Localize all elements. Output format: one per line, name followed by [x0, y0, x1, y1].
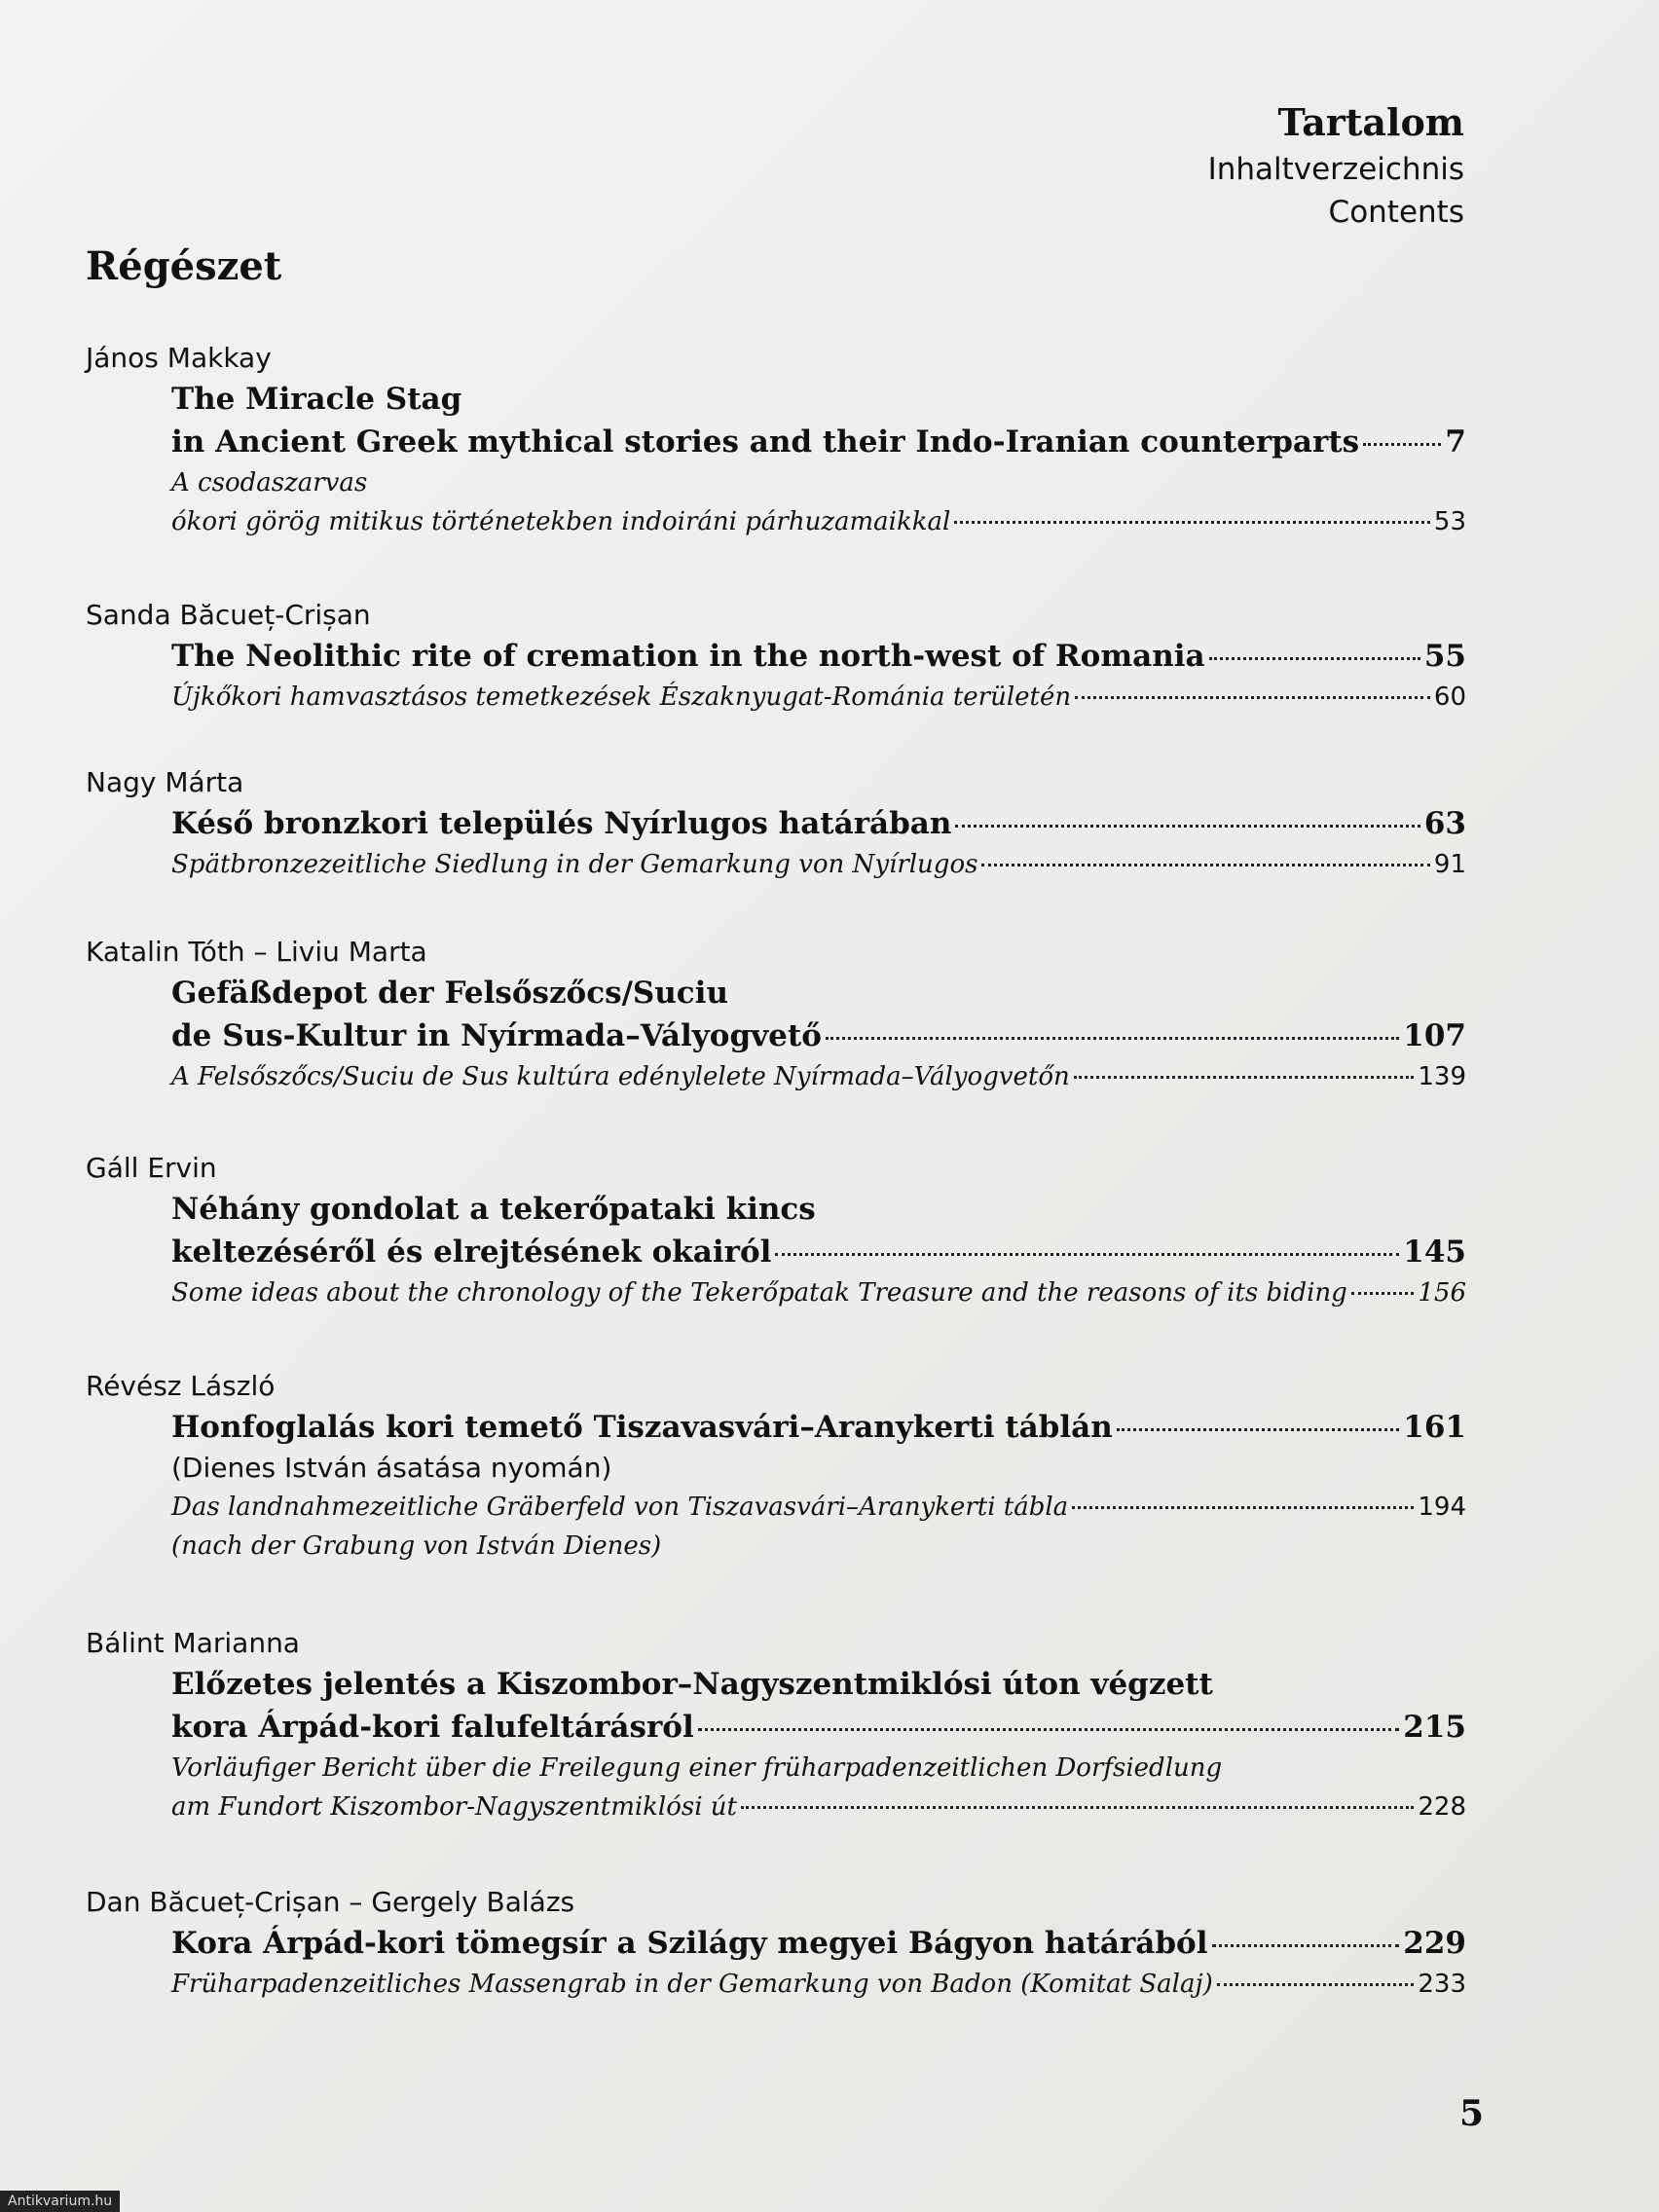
toc-entry	[86, 596, 1466, 717]
page-ref: 229	[1403, 1926, 1466, 1961]
entry-title: kora Árpád-kori falufeltárásról	[171, 1710, 694, 1745]
entry-translation: Újkőkori hamvasztásos temetkezések Északnyugat-Románia területén	[171, 682, 1072, 712]
entry-title: Késő bronzkori település Nyírlugos határában	[171, 806, 952, 841]
dot-leader	[1209, 657, 1420, 660]
entry-title-line	[171, 1922, 1466, 1965]
toc-title: Tartalom	[1277, 100, 1464, 144]
section-title: Régészet	[86, 243, 282, 289]
entry-title: Előzetes jelentés a Kiszombor–Nagyszentmiklósi úton végzett	[171, 1667, 1213, 1702]
entry-title-line	[171, 421, 1466, 463]
page-ref: 194	[1418, 1493, 1466, 1522]
page-ref: 161	[1403, 1410, 1466, 1445]
toc-entry	[86, 763, 1466, 884]
toc-entry	[86, 1149, 1466, 1312]
entry-author: János Makkay	[86, 342, 272, 374]
entry-translation-line	[171, 1788, 1466, 1826]
entry-translation: A csodaszarvas	[171, 468, 368, 498]
toc-entry	[86, 933, 1466, 1096]
entry-translation: am Fundort Kiszombor-Nagyszentmiklósi út	[171, 1792, 738, 1822]
entry-translation-line	[171, 678, 1466, 717]
page-ref: 156	[1418, 1278, 1466, 1308]
entry-translation: Früharpadenzeitliches Massengrab in der Gemarkung von Badon (Komitat Salaj)	[171, 1970, 1213, 1999]
entry-translation-line	[171, 1057, 1466, 1096]
page-ref: 215	[1403, 1710, 1466, 1745]
dot-leader	[1075, 696, 1430, 699]
entry-translation: ókori görög mitikus történetekben indoiráni párhuzamaikkal	[171, 507, 951, 536]
page-ref: 55	[1423, 639, 1466, 674]
entry-title: keltezéséről és elrejtésének okairól	[171, 1235, 772, 1270]
page-number: 5	[1458, 2093, 1484, 2134]
page-ref: 91	[1433, 850, 1466, 879]
dot-leader	[1351, 1292, 1415, 1295]
toc-entry	[86, 339, 1466, 541]
dot-leader	[1217, 1983, 1415, 1986]
entry-translation-line	[171, 502, 1466, 541]
entry-author: Bálint Marianna	[86, 1627, 300, 1659]
entry-translation-subtitle: (nach der Grabung von István Dienes)	[171, 1531, 662, 1561]
entry-author: Sanda Băcueț-Crișan	[86, 599, 371, 631]
entry-title: Néhány gondolat a tekerőpataki kincs	[171, 1192, 816, 1227]
entry-title-line	[171, 802, 1466, 845]
page-ref: 60	[1433, 682, 1466, 712]
entry-translation: Vorläufiger Bericht über die Freilegung einer früharpadenzeitlichen Dorfsiedlung	[171, 1753, 1223, 1783]
page-ref: 63	[1423, 806, 1466, 841]
dot-leader	[741, 1806, 1414, 1809]
page-ref: 7	[1445, 424, 1466, 460]
dot-leader	[1117, 1428, 1400, 1431]
dot-leader	[954, 521, 1430, 524]
toc-header	[1208, 97, 1464, 234]
entry-subtitle: (Dienes István ásatása nyomán)	[171, 1452, 612, 1484]
dot-leader	[1363, 443, 1441, 446]
entry-title-line	[171, 1706, 1466, 1749]
entry-title-line	[171, 1406, 1466, 1449]
entry-title-line	[171, 1231, 1466, 1273]
entry-translation-line	[171, 845, 1466, 884]
entry-title: Kora Árpád-kori tömegsír a Szilágy megyei Bágyon határából	[171, 1926, 1208, 1961]
page-ref: 107	[1403, 1018, 1466, 1053]
entry-author: Dan Băcueț-Crișan – Gergely Balázs	[86, 1886, 575, 1918]
entry-title: Honfoglalás kori temető Tiszavasvári–Aranykerti táblán	[171, 1410, 1113, 1445]
entry-title-line	[171, 635, 1466, 678]
page-ref: 228	[1418, 1792, 1466, 1822]
entry-title-line	[171, 1014, 1466, 1057]
entry-translation-line	[171, 1965, 1466, 2004]
entry-title: Gefäßdepot der Felsőszőcs/Suciu	[171, 976, 729, 1011]
toc-entry	[86, 1883, 1466, 2004]
dot-leader	[1074, 1076, 1415, 1079]
entry-translation-line	[171, 1488, 1466, 1527]
entry-title: in Ancient Greek mythical stories and their Indo-Iranian counterparts	[171, 424, 1360, 460]
page-ref: 53	[1433, 507, 1466, 536]
entry-title: The Neolithic rite of cremation in the north-west of Romania	[171, 639, 1205, 674]
entry-translation: Spätbronzezeitliche Siedlung in der Gemarkung von Nyírlugos	[171, 850, 978, 879]
entry-translation: A Felsőszőcs/Suciu de Sus kultúra edénylelete Nyírmada–Vályogvetőn	[171, 1062, 1070, 1091]
dot-leader	[698, 1728, 1400, 1731]
dot-leader	[775, 1253, 1399, 1256]
dot-leader	[955, 825, 1419, 828]
dot-leader	[826, 1037, 1399, 1040]
entry-author: Gáll Ervin	[86, 1152, 217, 1184]
toc-entry	[86, 1367, 1466, 1566]
page-ref: 233	[1418, 1970, 1466, 1999]
entry-translation: Some ideas about the chronology of the Tekerőpatak Treasure and the reasons of its biding	[171, 1278, 1347, 1308]
toc-subtitle-en: Contents	[1328, 195, 1464, 230]
dot-leader	[981, 864, 1429, 866]
page-ref: 139	[1418, 1062, 1466, 1091]
dot-leader	[1072, 1506, 1414, 1509]
toc-subtitle-de: Inhaltverzeichnis	[1207, 152, 1464, 187]
toc-entry	[86, 1624, 1466, 1826]
entry-author: Révész László	[86, 1370, 276, 1402]
entry-author: Nagy Márta	[86, 766, 244, 798]
entry-title: The Miracle Stag	[171, 382, 462, 417]
entry-author: Katalin Tóth – Liviu Marta	[86, 936, 427, 968]
entry-title: de Sus-Kultur in Nyírmada–Vályogvető	[171, 1018, 822, 1053]
entry-translation-line	[171, 1273, 1466, 1312]
dot-leader	[1212, 1944, 1400, 1947]
page-ref: 145	[1403, 1235, 1466, 1270]
watermark-text: Antikvarium.hu	[0, 2191, 120, 2212]
entry-translation: Das landnahmezeitliche Gräberfeld von Tiszavasvári–Aranykerti tábla	[171, 1493, 1069, 1522]
